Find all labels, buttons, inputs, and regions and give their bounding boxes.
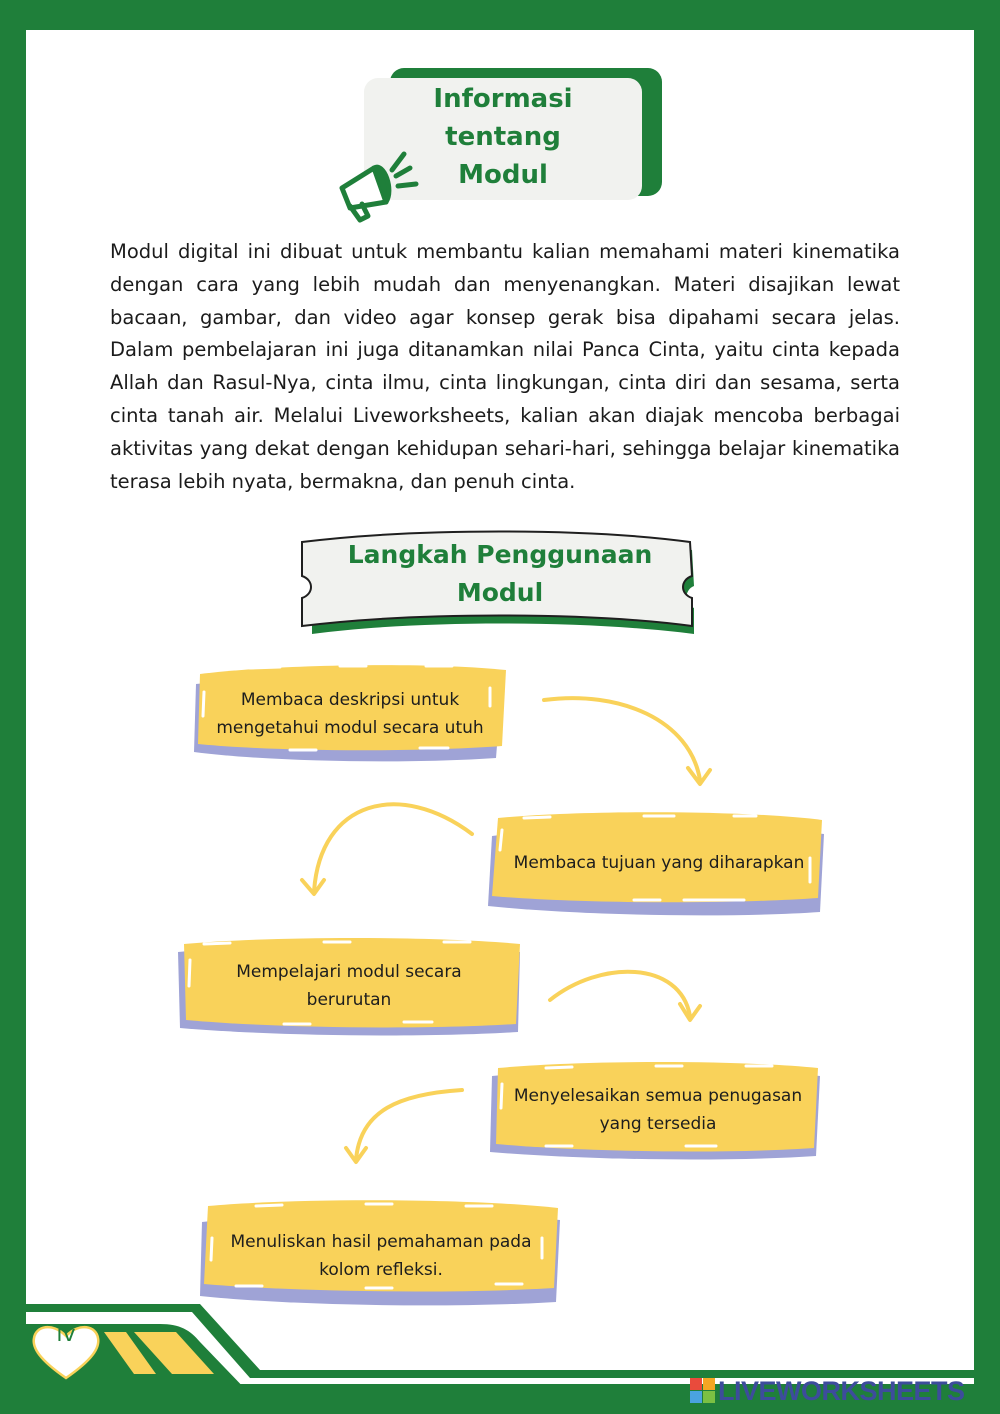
step-1-line-2: mengetahui modul secara utuh (216, 718, 484, 738)
liveworksheets-watermark (690, 1376, 990, 1406)
watermark-text: LIVEWORKSHEETS (718, 1376, 965, 1406)
arrow-3-to-4 (550, 972, 690, 1016)
step-3-line-1: Mempelajari modul secara (236, 962, 462, 982)
title-line-3: Modul (458, 160, 548, 190)
step-4-line-2: yang tersedia (599, 1114, 717, 1134)
arrow-1-to-2 (544, 698, 700, 780)
step-5-line-2: kolom refleksi. (319, 1260, 443, 1280)
intro-paragraph: Modul digital ini dibuat untuk membantu kalian memahami materi kinematika dengan cara yang lebih mudah dan menyenangkan. Materi disajikan lewat bacaan, gambar, dan video agar konsep gerak bisa dipahami secara jelas. Dalam pembelajaran ini juga ditanamkan nilai Panca Cinta, yaitu cinta kepada Allah dan Rasul-Nya, cinta ilmu, cinta lingkungan, cinta diri dan sesama, serta cinta tanah air. Melalui Liveworksheets, kalian akan diajak mencoba berbagai aktivitas yang dekat dengan kehidupan sehari-hari, sehingga belajar kinematika terasa lebih nyata, bermakna, dan penuh cinta. (110, 240, 900, 493)
step-5-line-1: Menuliskan hasil pemahaman pada (230, 1232, 532, 1252)
step-2-line-1: Membaca tujuan yang diharapkan (513, 853, 805, 873)
page-number: iv (56, 1322, 76, 1347)
step-4-line-1: Menyelesaikan semua penugasan (513, 1086, 803, 1106)
arrow-2-to-3 (314, 804, 472, 892)
title-line-1: Informasi (433, 84, 573, 114)
title-line-2: tentang (445, 122, 561, 152)
step-3-line-2: berurutan (306, 990, 392, 1010)
banner-line-1: Langkah Penggunaan (347, 540, 653, 569)
arrow-4-to-5 (356, 1090, 462, 1160)
step-1-line-1: Membaca deskripsi untuk (240, 690, 460, 710)
liveworksheets-logo-icon (690, 1378, 716, 1406)
banner-line-2: Modul (456, 578, 544, 607)
